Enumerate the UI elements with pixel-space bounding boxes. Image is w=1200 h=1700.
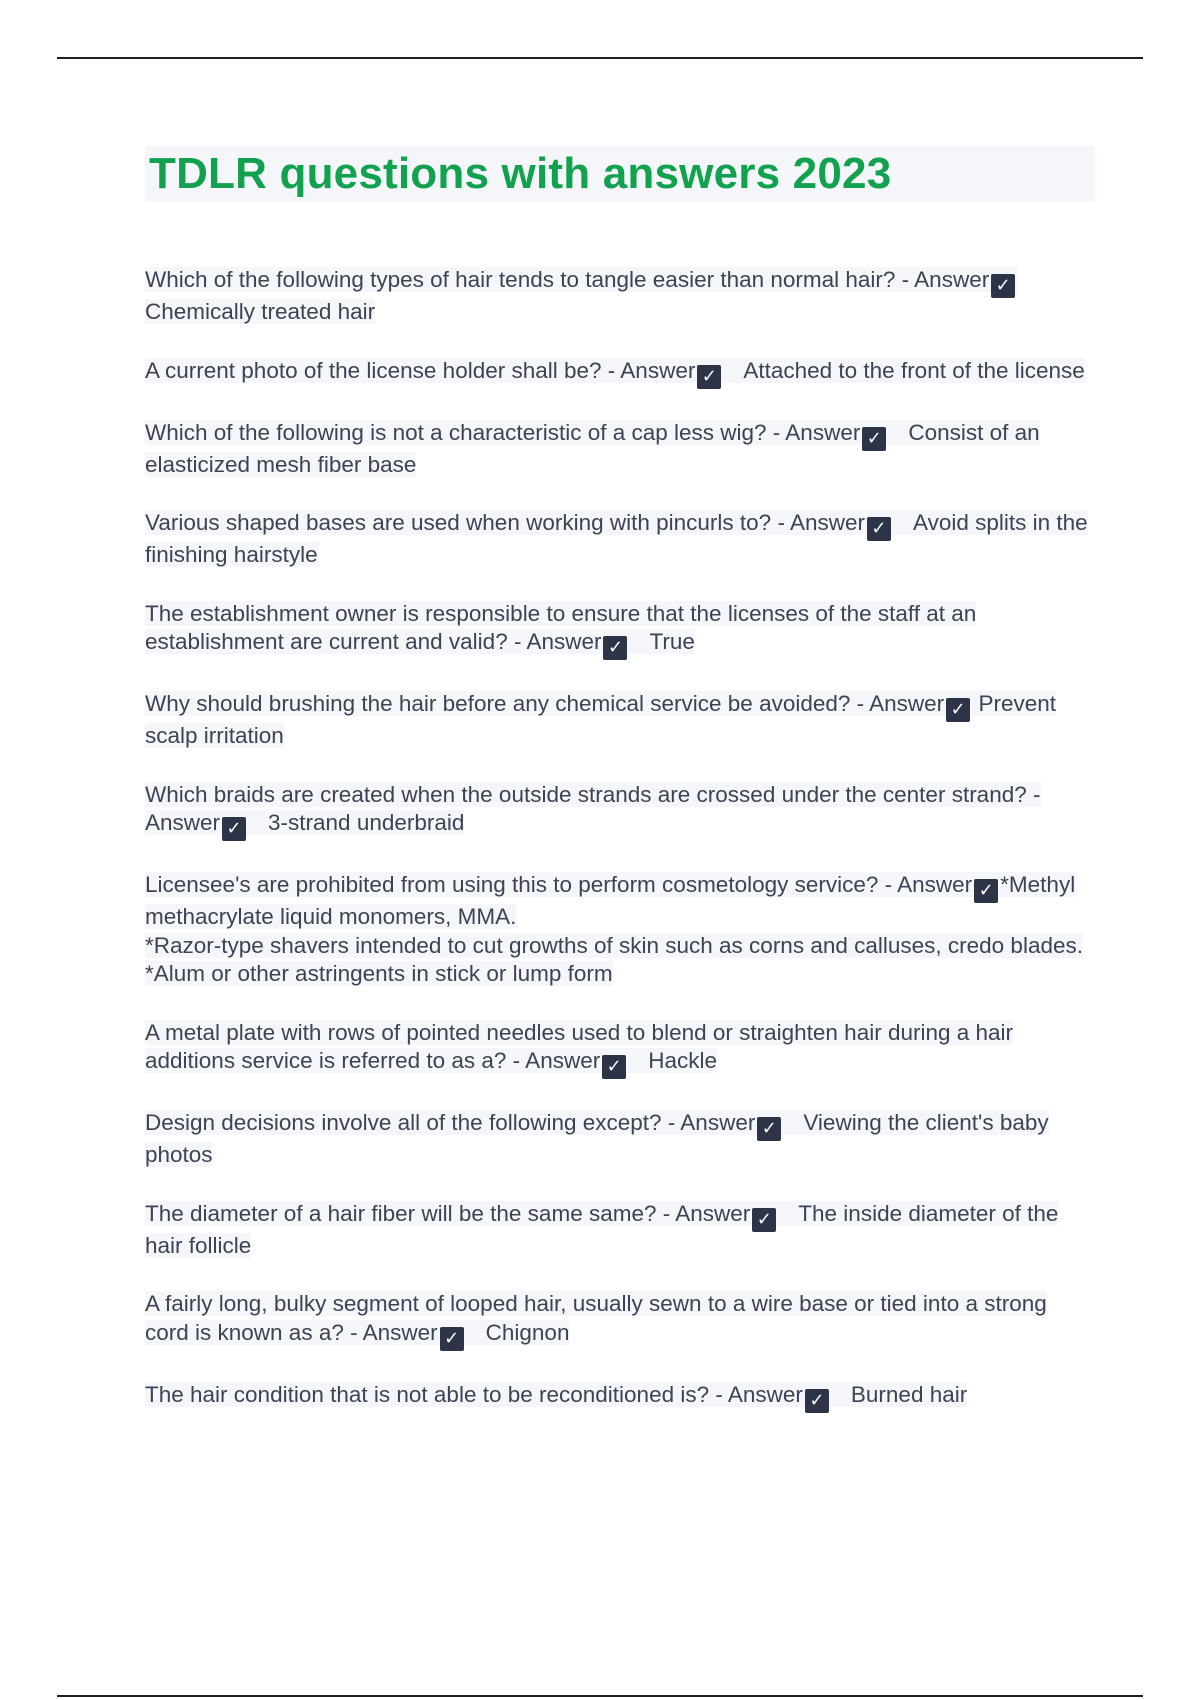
- answer-text: *Methyl methacrylate liquid monomers, MMA. *Razor-type shavers intended to cut growths of skin such as corns and calluses, credo blades. *Alum or other astringents in stick or lump form: [145, 872, 1083, 986]
- answer-text: Hackle: [648, 1048, 717, 1073]
- top-rule: [57, 57, 1143, 59]
- answer-text: Chemically treated hair: [145, 299, 376, 324]
- checkmark-icon: ✓: [805, 1389, 829, 1413]
- checkmark-icon: ✓: [603, 636, 627, 660]
- question-text: The hair condition that is not able to be reconditioned is? - Answer: [145, 1381, 803, 1407]
- question-text: A metal plate with rows of pointed needles used to blend or straighten hair during a hair additions service is referred to as a? - Answer: [145, 1019, 1014, 1073]
- question-text: Which of the following is not a characteristic of a cap less wig? - Answer: [145, 419, 861, 445]
- qa-item: [145, 357, 1095, 389]
- answer-text: Viewing the client's baby photos: [145, 1110, 1049, 1167]
- qa-item: [145, 600, 1095, 661]
- question-text: A fairly long, bulky segment of looped hair, usually sewn to a wire base or tied into a strong cord is known as a? - Answer: [145, 1291, 1047, 1345]
- qa-item: [145, 1381, 1095, 1413]
- answer-text: 3-strand underbraid: [268, 810, 465, 835]
- answer-text: The inside diameter of the hair follicle: [145, 1200, 1059, 1258]
- qa-item: [145, 781, 1095, 842]
- answer-text: Prevent scalp irritation: [145, 691, 1056, 748]
- answer-text: Burned hair: [850, 1381, 968, 1407]
- question-text: Why should brushing the hair before any chemical service be avoided? - Answer: [145, 691, 945, 716]
- qa-item: [145, 1019, 1095, 1080]
- document-title: TDLR questions with answers 2023: [149, 149, 892, 198]
- qa-item: [145, 1109, 1095, 1170]
- question-text: Licensee's are prohibited from using this to perform cosmetology service? - Answer: [145, 872, 973, 897]
- question-text: A current photo of the license holder shall be? - Answer: [145, 357, 696, 383]
- question-text: The establishment owner is responsible to ensure that the licenses of the staff at an establishment are current and valid? - Answer: [145, 600, 977, 654]
- qa-list: [145, 266, 1095, 1413]
- question-text: Design decisions involve all of the following except? - Answer: [145, 1110, 756, 1135]
- checkmark-icon: ✓: [697, 365, 721, 389]
- checkmark-icon: ✓: [867, 517, 891, 541]
- document-content: [145, 146, 1095, 1443]
- qa-item: [145, 1290, 1095, 1351]
- answer-text: Avoid splits in the finishing hairstyle: [145, 510, 1088, 567]
- checkmark-icon: ✓: [974, 879, 998, 903]
- answer-text: Chignon: [485, 1319, 570, 1345]
- checkmark-icon: ✓: [752, 1208, 776, 1232]
- title-band: [145, 146, 1095, 202]
- qa-item: [145, 266, 1095, 327]
- qa-item: [145, 1200, 1095, 1261]
- question-text: Various shaped bases are used when working with pincurls to? - Answer: [145, 510, 865, 535]
- qa-item: [145, 419, 1095, 480]
- checkmark-icon: ✓: [946, 698, 970, 722]
- question-text: The diameter of a hair fiber will be the same same? - Answer: [145, 1200, 751, 1226]
- question-text: Which of the following types of hair tends to tangle easier than normal hair? - Answer: [145, 267, 990, 292]
- qa-item: [145, 690, 1095, 751]
- checkmark-icon: ✓: [602, 1055, 626, 1079]
- checkmark-icon: ✓: [222, 817, 246, 841]
- checkmark-icon: ✓: [991, 274, 1015, 298]
- question-text: Which braids are created when the outside strands are crossed under the center strand? - Answer: [145, 781, 1041, 835]
- bottom-rule: [57, 1695, 1143, 1697]
- answer-text: Attached to the front of the license: [743, 357, 1085, 383]
- qa-item: [145, 871, 1095, 989]
- checkmark-icon: ✓: [757, 1117, 781, 1141]
- answer-text: True: [649, 629, 695, 654]
- qa-item: [145, 509, 1095, 570]
- checkmark-icon: ✓: [862, 427, 886, 451]
- answer-text: Consist of an elasticized mesh fiber base: [145, 419, 1040, 477]
- checkmark-icon: ✓: [440, 1327, 464, 1351]
